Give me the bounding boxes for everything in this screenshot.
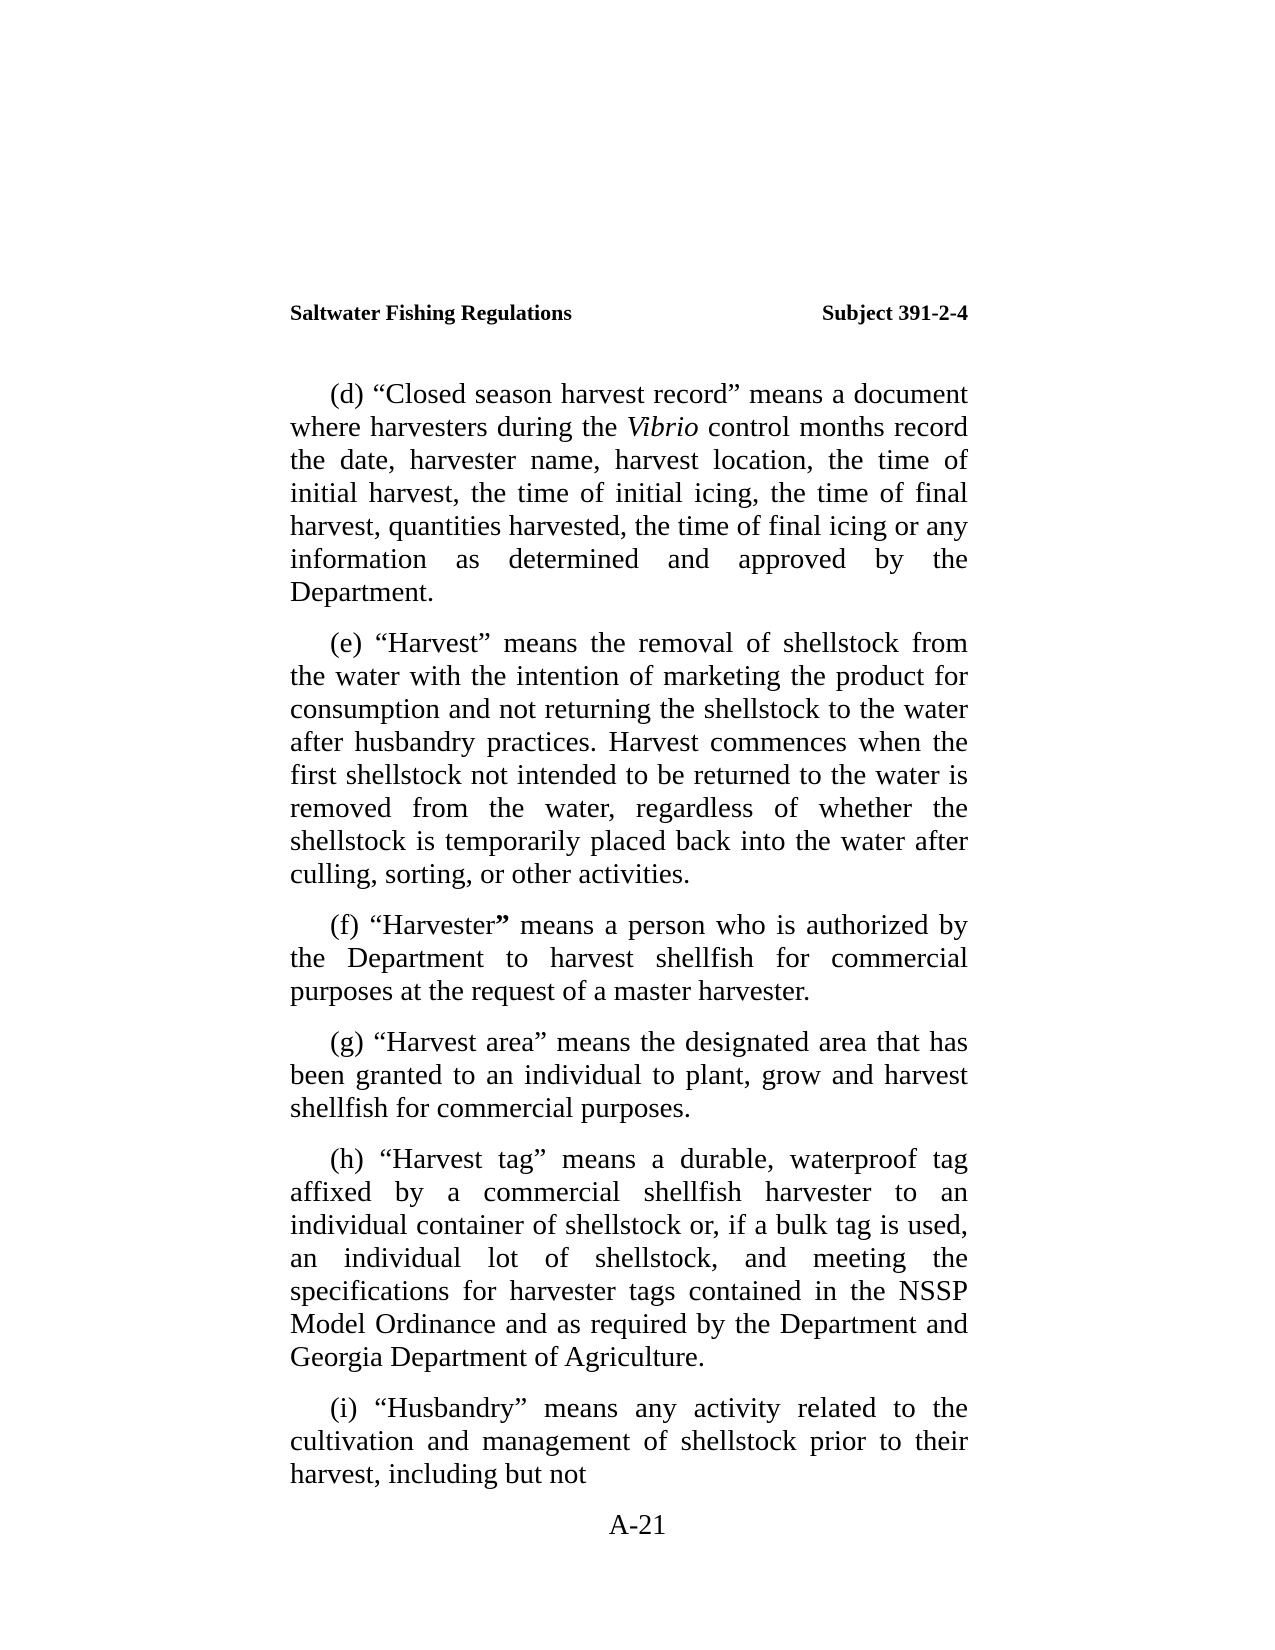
- paragraph-i-husbandry: (i) “Husbandry” means any activity related to the cultivation and management of shellstock prior to their harvest, including but not: [290, 1392, 968, 1490]
- page-content: [290, 300, 968, 1509]
- paragraph-f-harvester: [290, 909, 968, 1008]
- paragraph-d-closed-season-harvest-record: [290, 378, 968, 609]
- paragraph-f-text: (f) “Harvester: [330, 909, 496, 941]
- paragraph-d-italic-term: Vibrio: [626, 411, 699, 443]
- header-subject-number: Subject 391-2-4: [821, 300, 968, 325]
- paragraph-g-harvest-area: (g) “Harvest area” means the designated area that has been granted to an individual to plant, grow and harvest shellfish for commercial purposes.: [290, 1026, 968, 1124]
- page-number: A-21: [608, 1510, 667, 1541]
- paragraph-d-text: (d) “Closed season harvest record” means a document where harvesters during the: [290, 378, 968, 443]
- running-header: [290, 300, 968, 326]
- paragraph-d-text-continued: control months record the date, harvester name, harvest location, the time of initial harvest, the time of initial icing, the time of final harvest, quantities harvested, the time of final icing or any information as determined and approved by the Department.: [290, 411, 968, 608]
- header-document-title: Saltwater Fishing Regulations: [290, 300, 572, 325]
- paragraph-f-bold-close-quote: ”: [495, 909, 510, 941]
- paragraph-f-text-continued: means a person who is authorized by the Department to harvest shellfish for commercial purposes at the request of a master harvester.: [290, 909, 968, 1007]
- paragraph-e-harvest: (e) “Harvest” means the removal of shellstock from the water with the intention of marketing the product for consumption and not returning the shellstock to the water after husbandry practices. Harvest commences when the first shellstock not intended to be returned to the water is removed from the water, regardless of whether the shellstock is temporarily placed back into the water after culling, sorting, or other activities.: [290, 627, 968, 890]
- paragraph-h-harvest-tag: (h) “Harvest tag” means a durable, waterproof tag affixed by a commercial shellfish harvester to an individual container of shellstock or, if a bulk tag is used, an individual lot of shellstock, and meeting the specifications for harvester tags contained in the NSSP Model Ordinance and as required by the Department and Georgia Department of Agriculture.: [290, 1143, 968, 1373]
